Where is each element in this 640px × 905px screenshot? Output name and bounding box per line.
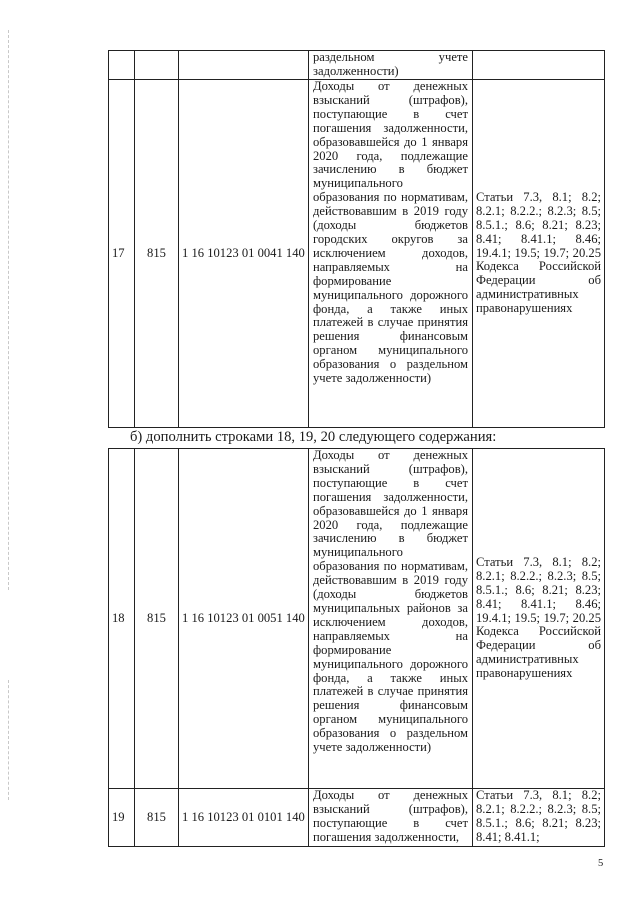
scan-margin-line — [8, 680, 9, 800]
row-number-cell: 19 — [109, 789, 135, 847]
kbk-cell: 1 16 10123 01 0041 140 — [179, 80, 309, 428]
row-number-cell: 18 — [109, 449, 135, 789]
kbk-cell — [179, 51, 309, 80]
kbk-cell: 1 16 10123 01 0101 140 — [179, 789, 309, 847]
articles-cell: Статьи 7.3, 8.1; 8.2; 8.2.1; 8.2.2.; 8.2.3; 8.5; 8.5.1.; 8.6; 8.21; 8.23; 8.41; 8.41.1; 8.46; 19.4.1; 19.5; 19.7; 20.25 Кодекса Российской Федерации об административных правонарушениях — [473, 80, 605, 428]
admin-code-cell — [135, 51, 179, 80]
row-number-cell — [109, 51, 135, 80]
articles-cell: Статьи 7.3, 8.1; 8.2; 8.2.1; 8.2.2.; 8.2.3; 8.5; 8.5.1.; 8.6; 8.21; 8.23; 8.41; 8.41.1; — [473, 789, 605, 847]
articles-cell — [473, 51, 605, 80]
table-row — [109, 80, 605, 428]
description-cell: Доходы от денежных взысканий (штрафов), поступающие в счет погашения задолженности, образовавшейся до 1 января 2020 года, подлежащие зачислению в бюджет муниципального образования по нормативам, действовавшим в 2019 году (доходы бюджетов городских округов за исключением доходов, направляемых на формирование муниципального дорожного фонда, а также иных платежей в случае принятия решения финансовым органом муниципального образования о раздельном учете задолженности) — [309, 80, 473, 428]
table-row — [109, 51, 605, 80]
description-cell: раздельном учете задолженности) — [309, 51, 473, 80]
section-caption: б) дополнить строками 18, 19, 20 следующего содержания: — [130, 429, 497, 445]
articles-cell: Статьи 7.3, 8.1; 8.2; 8.2.1; 8.2.2.; 8.2.3; 8.5; 8.5.1.; 8.6; 8.21; 8.23; 8.41; 8.41.1; 8.46; 19.4.1; 19.5; 19.7; 20.25 Кодекса Российской Федерации об административных правонарушениях — [473, 449, 605, 789]
revenue-table-bottom — [108, 448, 605, 847]
table-row — [109, 449, 605, 789]
admin-code-cell: 815 — [135, 449, 179, 789]
admin-code-cell: 815 — [135, 789, 179, 847]
description-cell: Доходы от денежных взысканий (штрафов), поступающие в счет погашения задолженности, — [309, 789, 473, 847]
page-number: 5 — [598, 858, 604, 869]
revenue-table-top — [108, 50, 605, 428]
row-number-cell: 17 — [109, 80, 135, 428]
description-cell: Доходы от денежных взысканий (штрафов), поступающие в счет погашения задолженности, образовавшейся до 1 января 2020 года, подлежащие зачислению в бюджет муниципального образования по нормативам, действовавшим в 2019 году (доходы бюджетов муниципальных районов за исключением доходов, направляемых на формирование муниципального дорожного фонда, а также иных платежей в случае принятия решения финансовым органом муниципального образования о раздельном учете задолженности) — [309, 449, 473, 789]
table-row — [109, 789, 605, 847]
admin-code-cell: 815 — [135, 80, 179, 428]
kbk-cell: 1 16 10123 01 0051 140 — [179, 449, 309, 789]
scan-margin-line — [8, 30, 9, 590]
